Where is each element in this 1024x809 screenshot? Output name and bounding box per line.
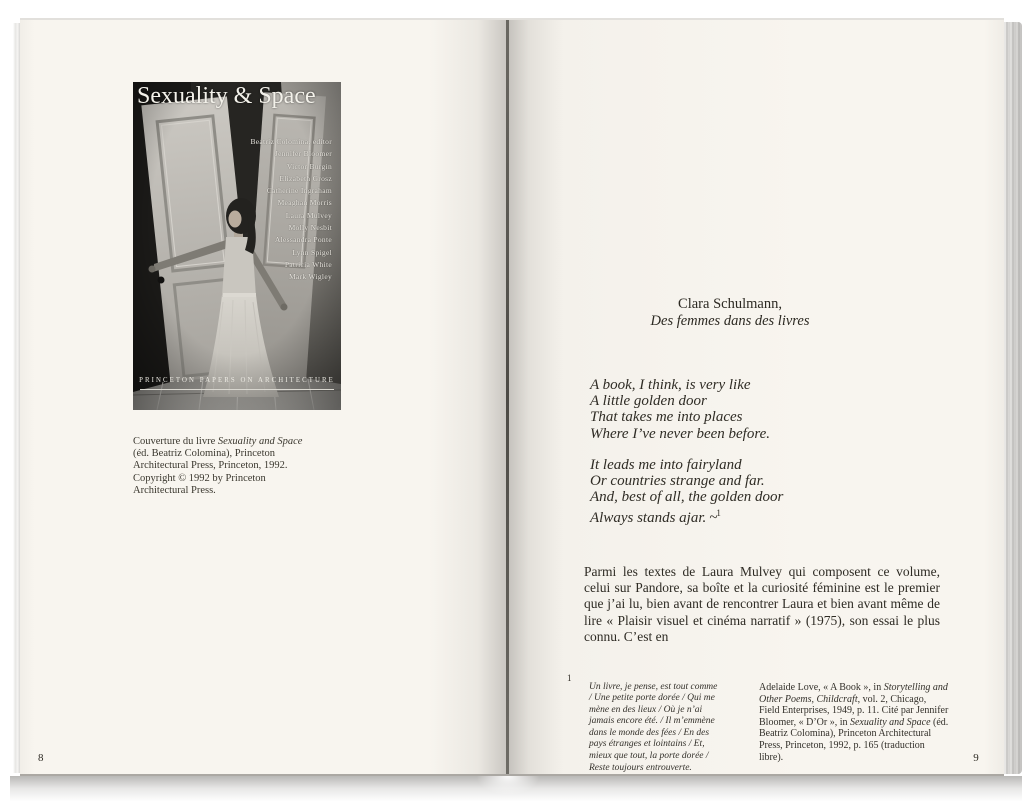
page-stack-right-edge: [1004, 22, 1022, 774]
contributor: Catherine Ingraham: [266, 186, 332, 196]
poem-line: It leads me into fairyland: [590, 456, 742, 473]
poem-line: And, best of all, the golden door: [590, 489, 784, 506]
book-top-edge: [20, 18, 1004, 20]
page-stack-left-edge: [13, 23, 20, 773]
contributor: Lynn Spigel: [292, 247, 332, 257]
page-number-right: 9: [973, 752, 979, 764]
epigraph-poem: [590, 377, 783, 527]
footnote-reference: 1: [716, 508, 721, 519]
contributor: Molly Nesbit: [288, 223, 332, 233]
footnote-number: 1: [567, 673, 572, 683]
poem-line: Or countries strange and far.: [590, 473, 765, 490]
contributor: Elizabeth Grosz: [279, 173, 332, 183]
cover-title: Sexuality & Space: [137, 83, 316, 109]
contributor: Beatriz Colomina, editor: [250, 137, 332, 146]
book-cover-image: [133, 82, 341, 410]
article-heading: [580, 296, 880, 329]
contributor: Meaghan Morris: [277, 198, 332, 208]
contributor: Mark Wigley: [288, 272, 332, 282]
caption-text: (éd. Beatriz Colomina), Princeton Architectural Press, Princeton, 1992. Copyright © 1992 by Princeton Architectural Press.: [133, 447, 288, 497]
caption-text: Couverture du livre: [133, 435, 218, 447]
contributor: Patricia White: [284, 259, 332, 269]
page-number-left: 8: [38, 752, 44, 764]
poem-line: That takes me into places: [590, 409, 743, 426]
book-shadow: [10, 776, 1022, 803]
poem-stanza-2: [590, 457, 783, 527]
article-title: Des femmes dans des livres: [650, 312, 810, 329]
footnote-translation: Un livre, je pense, est tout comme / Une petite porte dorée / Qui me mène en des lieux / Où je n’ai jamais encore été. / Il m’emmène dans le monde des fées / En des pays étranges et lointains / Et, mieux que tout, la porte dorée / Reste toujours entrouverte.: [589, 681, 718, 773]
book-gutter: [506, 20, 509, 776]
cover-imprint: PRINCETON PAPERS ON ARCHITECTURE: [139, 377, 335, 384]
poem-stanza-1: [590, 377, 783, 442]
contributor: Jennifer Bloomer: [274, 149, 332, 159]
cover-contributors-list: [250, 136, 332, 284]
footnote-swash: ~: [709, 510, 717, 527]
contributor: Laura Mulvey: [285, 210, 332, 220]
poem-line: Where I’ve never been before.: [590, 425, 771, 442]
caption-book-title: Sexuality and Space: [217, 435, 303, 447]
contributor: Victor Burgin: [286, 161, 332, 171]
cover-caption: [133, 436, 309, 498]
footnote-citation: Adelaide Love, « A Book », in Storytelling and Other Poems, Childcraft, vol. 2, Chicago, Field Enterprises, 1949, p. 11. Cité par Jennifer Bloomer, « D’Or », in Sexuality and Space (éd. Beatriz Colomina), Princeton Architectural Press, Princeton, 1992, p. 165 (traduction libre).: [759, 682, 949, 763]
poem-line: A little golden door: [590, 393, 707, 410]
cover-imprint-rule: [140, 389, 334, 390]
poem-line: Always stands ajar. ~$^1$: [590, 508, 721, 527]
body-paragraph: Parmi les textes de Laura Mulvey qui composent ce volume, celui sur Pandore, sa boîte et la curiosité féminine est le premier que j’ai lu, bien avant de rencontrer Laura et bien avant même de lire « Plaisir visuel et cinéma narratif » (1975), son essai le plus connu. C’est en: [584, 563, 940, 645]
poem-line: A book, I think, is very like: [590, 377, 751, 393]
author-name: Clara Schulmann,: [678, 296, 782, 312]
contributor: Alessandra Ponte: [274, 235, 332, 245]
